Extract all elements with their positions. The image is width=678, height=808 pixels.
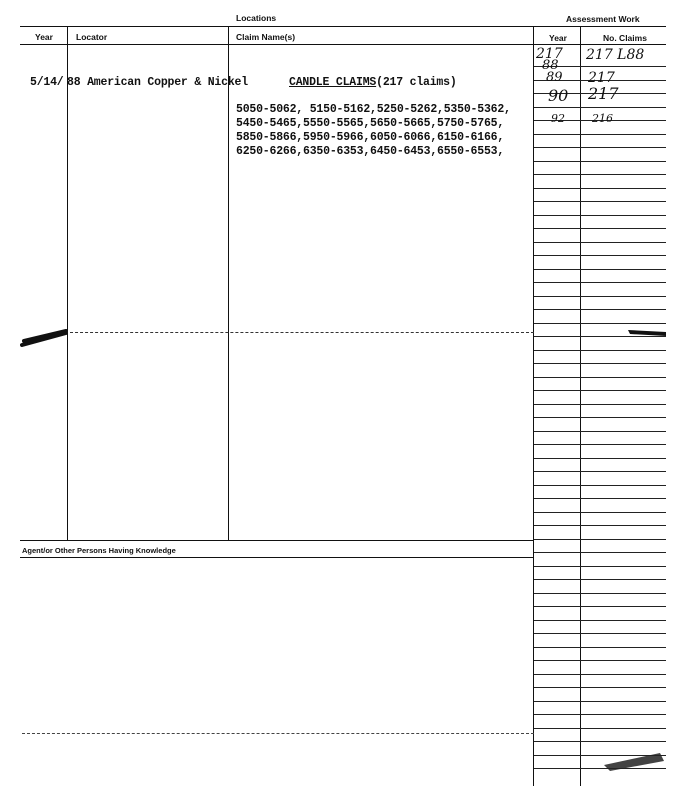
assessment-rule-line (534, 323, 666, 324)
assessment-rule-line (534, 593, 666, 594)
assessment-work-heading: Assessment Work (566, 14, 640, 24)
bottom-dashed-rule (22, 733, 534, 734)
assessment-rule-line (534, 147, 666, 148)
aw-year-value: 88 (542, 58, 559, 73)
assessment-rule-line (534, 728, 666, 729)
aw-year-value: 89 (546, 70, 563, 85)
assessment-rule-line (534, 647, 666, 648)
assessment-rule-line (534, 552, 666, 553)
entry-locator: 88 American Copper & Nickel (67, 76, 248, 89)
locations-heading: Locations (236, 13, 277, 23)
assessment-rule-line (534, 390, 666, 391)
assessment-rule-line (534, 228, 666, 229)
assessment-rule-line (534, 309, 666, 310)
col-no-claims-header: No. Claims (603, 33, 647, 43)
agent-top-rule (20, 540, 534, 541)
assessment-rule-line (534, 296, 666, 297)
header-bottom-rule (20, 44, 666, 45)
col-claim-names-header: Claim Name(s) (236, 32, 296, 42)
locator-divider (67, 26, 68, 540)
assessment-rule-line (534, 498, 666, 499)
assessment-rule-line (534, 363, 666, 364)
claim-title (289, 76, 457, 89)
claim-line: 5050-5062, 5150-5162,5250-5262,5350-5362, (236, 103, 511, 116)
assessment-rule-line (534, 134, 666, 135)
assessment-divider (533, 26, 534, 786)
assessment-rule-line (534, 701, 666, 702)
mid-dashed-rule (60, 332, 534, 333)
col-year-header: Year (35, 32, 53, 42)
assessment-rule-line (534, 512, 666, 513)
assessment-rule-line (534, 687, 666, 688)
assessment-rule-line (534, 377, 666, 378)
assessment-rule-line (534, 350, 666, 351)
assessment-rule-line (534, 606, 666, 607)
assessment-rule-line (534, 417, 666, 418)
header-top-rule (20, 26, 666, 27)
aw-claims-value: 217 L88 (586, 47, 645, 63)
claim-line: 5450-5465,5550-5565,5650-5665,5750-5765, (236, 117, 505, 130)
assessment-rule-line (534, 255, 666, 256)
aw-year-value: 90 (548, 86, 569, 105)
assessment-rule-line (534, 161, 666, 162)
assessment-rule-line (534, 201, 666, 202)
aw-claims-value: 217 (588, 84, 619, 103)
assessment-rule-line (534, 458, 666, 459)
bottom-smudge-mark (600, 735, 666, 775)
assessment-rule-line (534, 242, 666, 243)
assessment-rule-line (534, 525, 666, 526)
aw-claims-value: 217 (588, 70, 615, 86)
assessment-rule-line (534, 188, 666, 189)
assessment-rule-line (534, 404, 666, 405)
assessment-rule-line (534, 174, 666, 175)
assessment-rule-line (534, 714, 666, 715)
assessment-rule-line (534, 215, 666, 216)
claims-divider (228, 26, 229, 540)
assessment-rule-line (534, 566, 666, 567)
assessment-rule-line (534, 660, 666, 661)
assessment-rule-line (534, 620, 666, 621)
assessment-rule-line (534, 444, 666, 445)
assessment-rule-line (534, 539, 666, 540)
col-aw-year-header: Year (549, 33, 567, 43)
assessment-rule-line (534, 674, 666, 675)
col-locator-header: Locator (76, 32, 108, 42)
aw-year-value: 217 (536, 46, 563, 62)
entry-date: 5/14/ (30, 76, 64, 89)
assessment-rule-line (534, 579, 666, 580)
left-scribble-mark (20, 327, 70, 349)
assessment-rule-line (534, 431, 666, 432)
aw-claims-value: 216 (592, 112, 613, 125)
claim-title-text: CANDLE CLAIMS (289, 76, 377, 89)
assessment-rule-line (534, 269, 666, 270)
agent-heading: Agent/or Other Persons Having Knowledge (22, 546, 176, 555)
claim-line: 6250-6266,6350-6353,6450-6453,6550-6553, (236, 145, 505, 158)
claim-count: (217 claims) (376, 76, 457, 89)
assessment-rule-line (534, 485, 666, 486)
assessment-rule-line (534, 336, 666, 337)
assessment-rule-line (534, 282, 666, 283)
assessment-rule-line (534, 471, 666, 472)
agent-bottom-rule (20, 557, 534, 558)
assessment-rule-line (534, 107, 666, 108)
claim-line: 5850-5866,5950-5966,6050-6066,6150-6166, (236, 131, 505, 144)
no-claims-divider (580, 26, 581, 786)
assessment-rule-line (534, 633, 666, 634)
aw-year-value: 92 (551, 112, 565, 125)
